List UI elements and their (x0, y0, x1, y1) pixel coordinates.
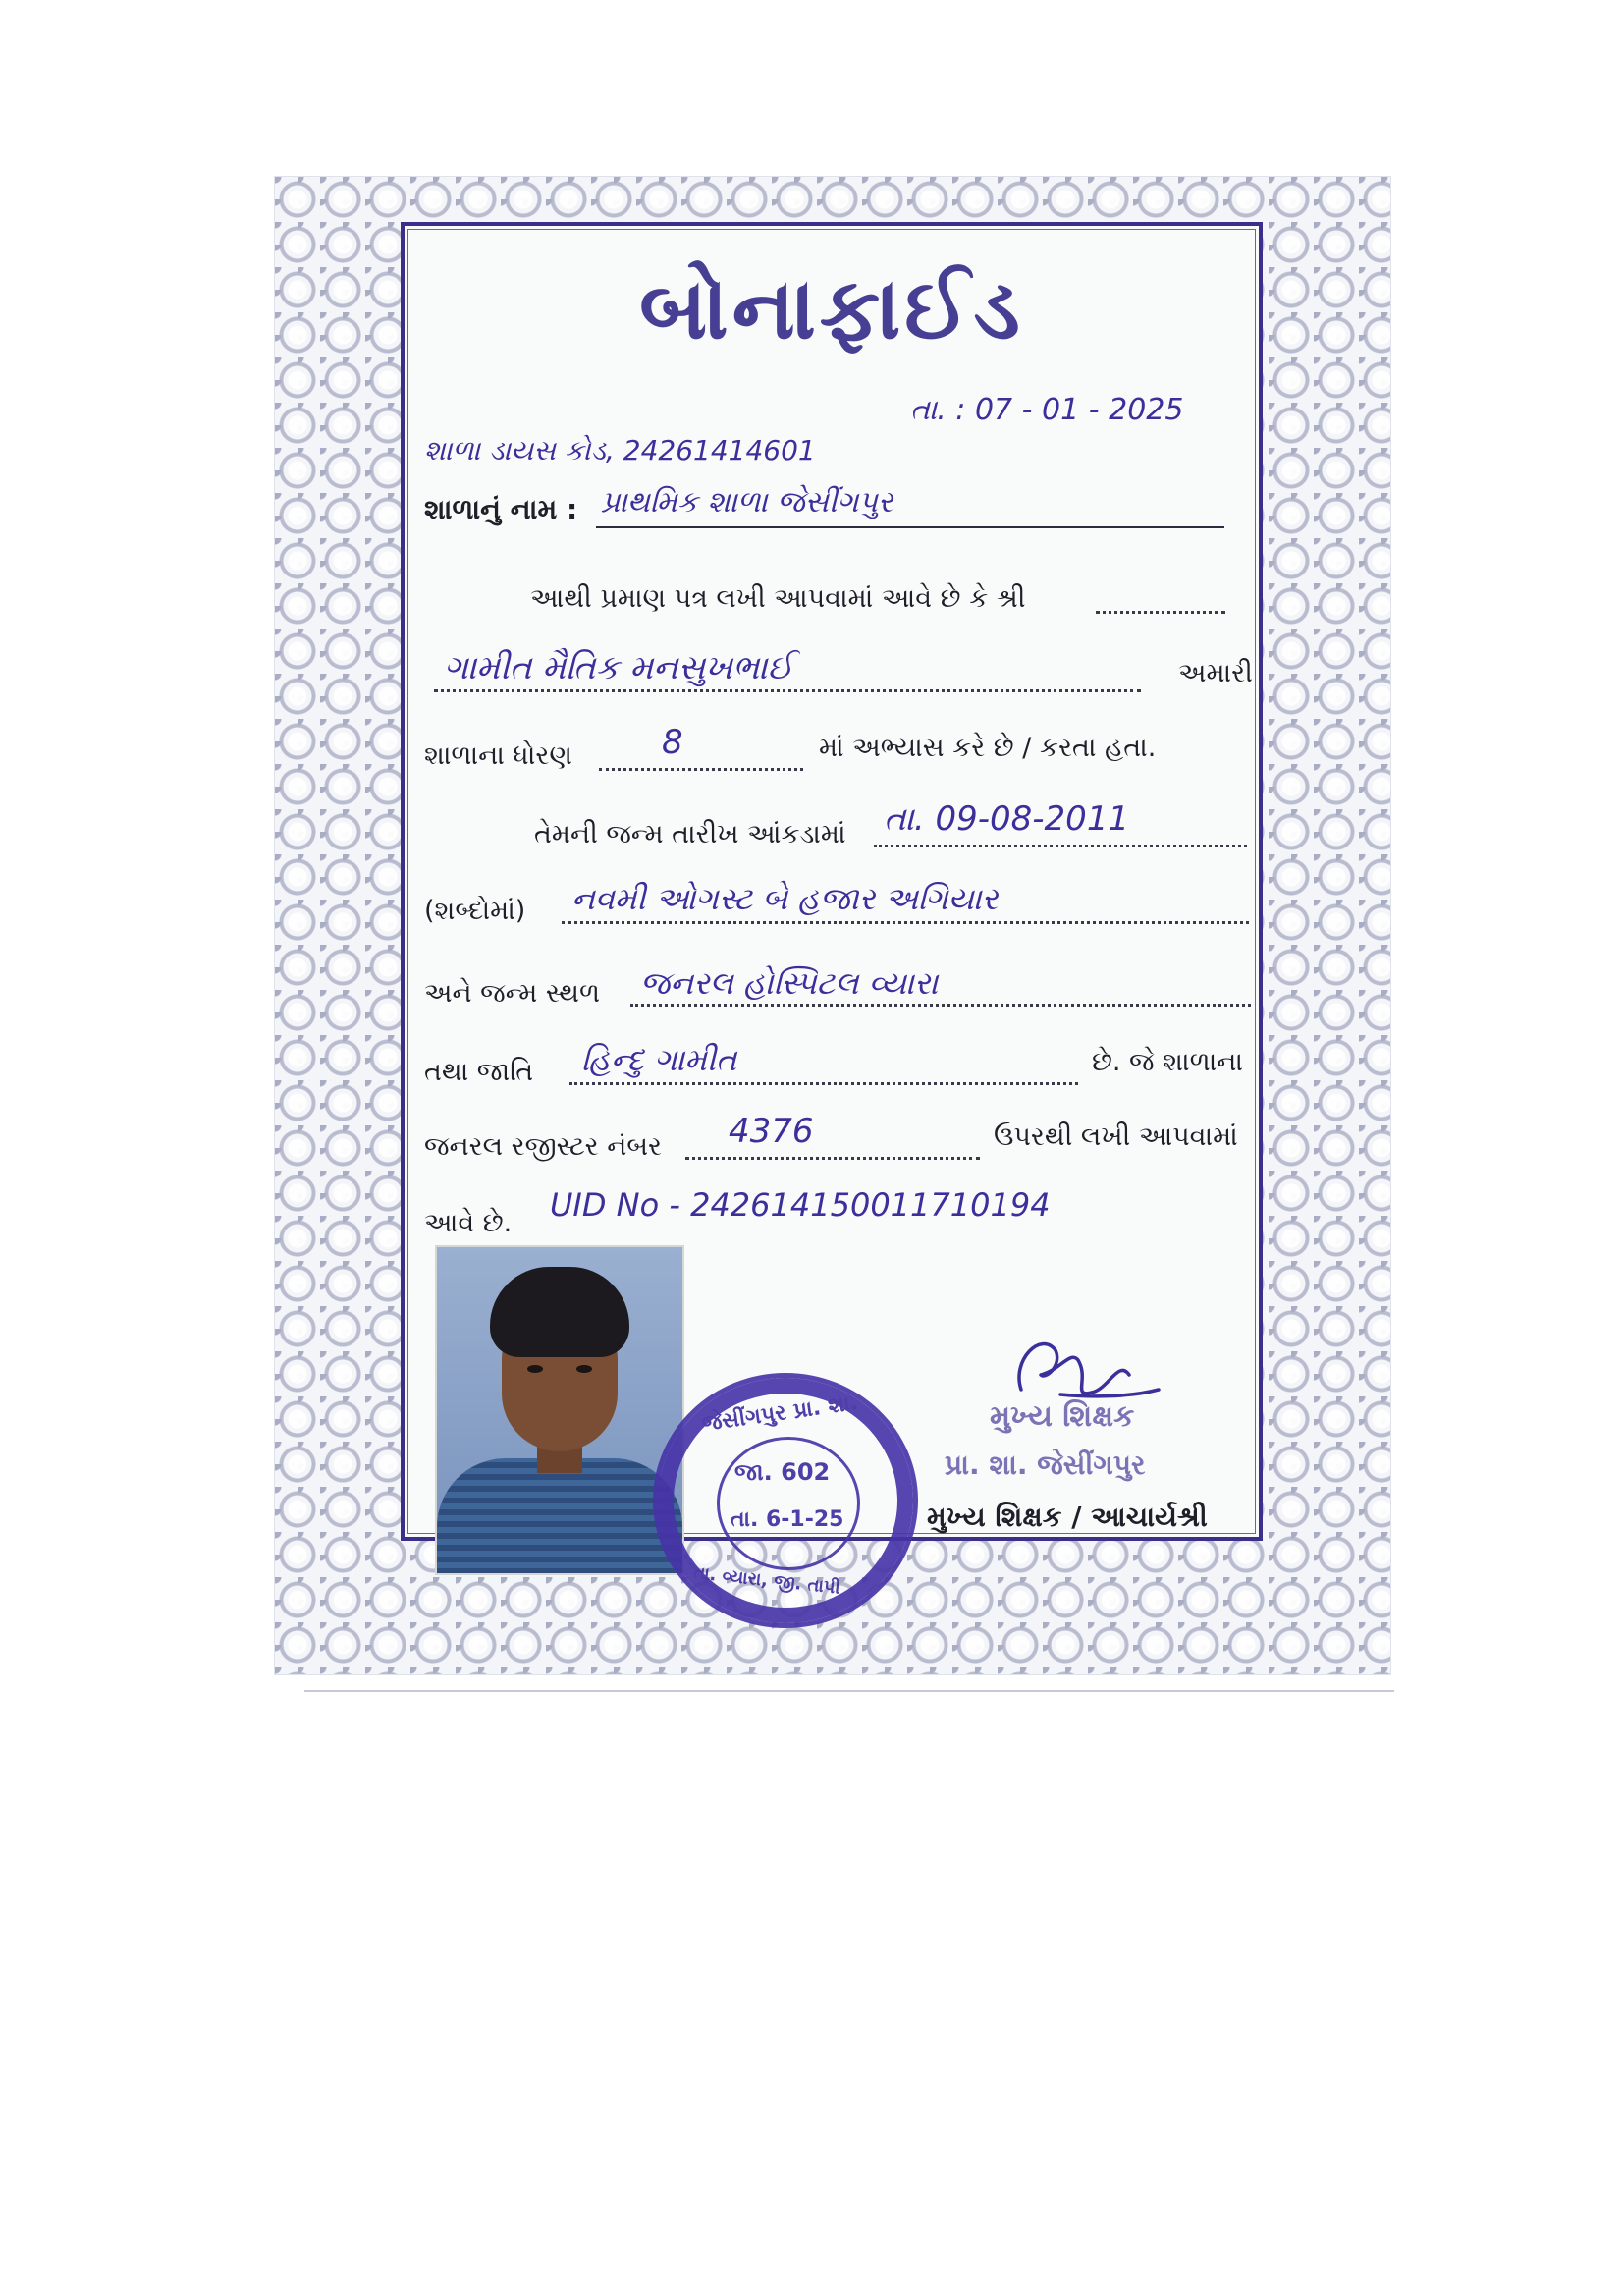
date-value: 07 - 01 - 2025 (974, 393, 1184, 427)
aave-che-text: આવે છે. (424, 1208, 513, 1238)
signatory-label: મુખ્ય શિક્ષક / આચાર્યશ્રી (927, 1501, 1208, 1533)
register-suffix: ઉપરથી લખી આપવામાં (994, 1121, 1238, 1152)
date-label: તા. : (910, 393, 966, 427)
birthplace-value: જનરલ હોસ્પિટલ વ્યારા (640, 964, 939, 1002)
school-name-underline (596, 526, 1224, 528)
uid-value: UID No - 242614150011710194 (550, 1186, 1051, 1224)
student-name-dots (434, 689, 1141, 692)
certify-dots (1096, 611, 1225, 614)
birthplace-label: અને જન્મ સ્થળ (424, 978, 601, 1009)
birthplace-dots (630, 1004, 1251, 1007)
standard-value: 8 (662, 723, 683, 762)
certify-text: આથી પ્રમાણ પત્ર લખી આપવામાં આવે છે કે શ્રી (530, 583, 1026, 614)
student-name: ગામીત મૈતિક મનસુખભાઈ (444, 648, 793, 687)
dise-value: 24261414601 (623, 434, 816, 466)
certificate-title: બોનાફાઈડ (639, 259, 1024, 358)
student-photo (437, 1247, 682, 1573)
amari-text: અમારી (1178, 658, 1253, 688)
seal-number: જા. 602 (734, 1458, 831, 1486)
register-value: 4376 (729, 1112, 814, 1151)
dise-row: શાળા ડાયસ કોડ, 24261414601 (424, 434, 816, 466)
head-stamp-school: પ્રા. શા. જેસીંગપુર (945, 1449, 1146, 1481)
caste-value: હિન્દુ ગામીત (581, 1041, 737, 1078)
seal-date: તા. 6-1-25 (731, 1507, 844, 1532)
dob-words-value: નવમી ઓગસ્ટ બે હજાર અગિયાર (571, 880, 999, 917)
caste-suffix: છે. જે શાળાના (1092, 1047, 1243, 1077)
dob-words-label: (શબ્દોમાં) (424, 896, 526, 926)
school-name-value: પ્રાથમિક શાળા જેસીંગપુર (601, 485, 893, 519)
dob-words-dots (562, 921, 1249, 924)
dob-numeric-value: તા. 09-08-2011 (884, 799, 1130, 839)
caste-label: તથા જાતિ (424, 1057, 534, 1087)
register-label: જનરલ રજીસ્ટર નંબર (424, 1131, 662, 1162)
standard-dots (599, 768, 803, 771)
scan-edge-line (304, 1690, 1394, 1692)
school-name-label: શાળાનું નામ : (424, 493, 578, 525)
seal-top-text: જેસીંગપુર પ્રા. શા. (700, 1390, 860, 1438)
standard-label: શાળાના ધોરણ (424, 740, 572, 771)
dise-label: શાળા ડાયસ કોડ (424, 434, 606, 466)
head-stamp-title: મુખ્ય શિક્ષક (990, 1399, 1135, 1434)
dob-numeric-label: તેમની જન્મ તારીખ આંકડામાં (534, 819, 846, 849)
school-round-seal (653, 1373, 918, 1628)
register-dots (685, 1157, 980, 1160)
date-row (910, 393, 1183, 427)
studies-text: માં અભ્યાસ કરે છે / કરતા હતા. (819, 733, 1157, 763)
caste-dots (569, 1082, 1078, 1085)
seal-bottom-text: તા. વ્યારા, જી. તાપી (692, 1562, 841, 1599)
dob-numeric-dots (874, 845, 1247, 847)
